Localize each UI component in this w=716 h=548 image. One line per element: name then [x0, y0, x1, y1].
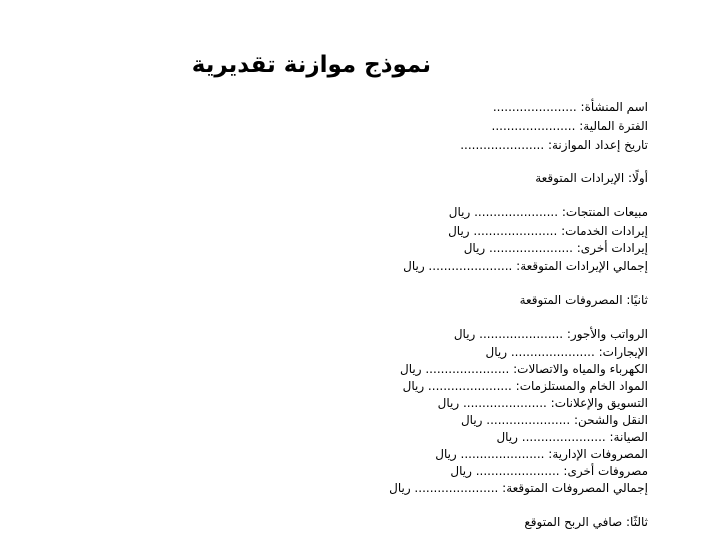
expense-line-salaries: الرواتب والأجور: ...................... ريال — [453, 327, 648, 341]
revenue-line-services: إيرادات الخدمات: ...................... ريال — [448, 224, 648, 238]
expense-line-materials: المواد الخام والمستلزمات: ...................... ريال — [402, 379, 648, 393]
company-name-line: اسم المنشأة: ...................... — [492, 100, 648, 114]
expense-line-shipping: النقل والشحن: ...................... ريال — [460, 413, 648, 427]
expense-line-marketing: التسويق والإعلانات: ...................... ريال — [437, 396, 648, 410]
expense-line-utilities: الكهرباء والمياه والاتصالات: ...................... ريال — [400, 362, 648, 376]
expense-line-admin: المصروفات الإدارية: ...................... ريال — [435, 447, 648, 461]
document-title: نموذج موازنة تقديرية — [191, 52, 431, 78]
fiscal-period-line: الفترة المالية: ...................... — [491, 119, 648, 133]
expense-total-line: إجمالي المصروفات المتوقعة: ...................... ريال — [389, 481, 648, 495]
expense-line-maintenance: الصيانة: ...................... ريال — [496, 430, 648, 444]
revenue-line-other: إيرادات أخرى: ...................... ريال — [463, 241, 648, 255]
expenses-heading: ثانيًا: المصروفات المتوقعة — [519, 293, 648, 307]
revenue-line-products: مبيعات المنتجات: ...................... ريال — [448, 205, 648, 219]
expense-line-rent: الإيجارات: ...................... ريال — [485, 345, 648, 359]
budget-date-line: تاريخ إعداد الموازنة: ...................... — [460, 138, 648, 152]
expense-line-other: مصروفات أخرى: ...................... ريال — [450, 464, 648, 478]
net-profit-heading: ثالثًا: صافي الربح المتوقع — [524, 515, 648, 529]
revenue-total-line: إجمالي الإيرادات المتوقعة: ...................... ريال — [403, 259, 648, 273]
revenues-heading: أولًا: الإيرادات المتوقعة — [535, 171, 648, 185]
